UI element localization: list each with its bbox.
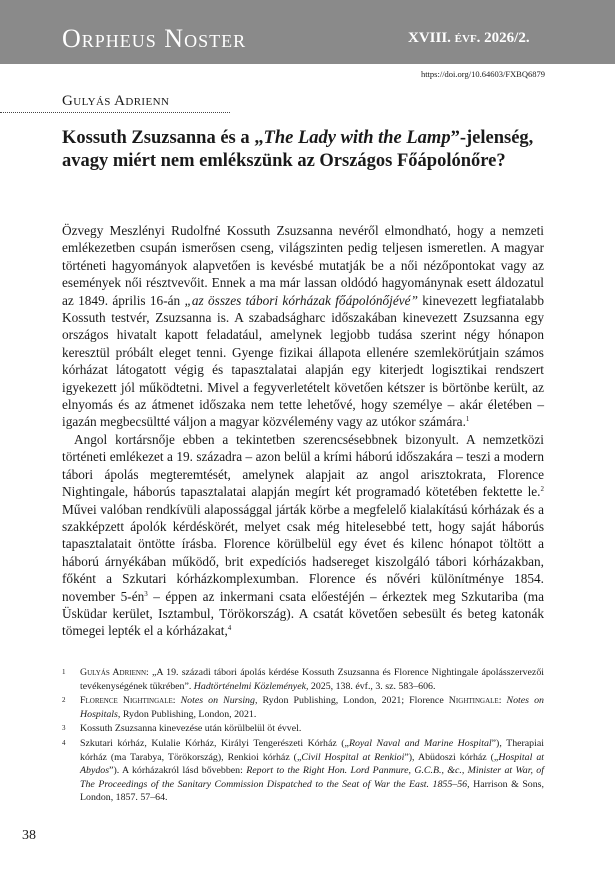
footnote-author: Florence Nightingale [80,695,173,707]
footnote-italic: Hospital at Abydos [80,751,544,777]
paragraph-1 [62,222,544,431]
journal-header [0,0,615,64]
journal-title: Orpheus Noster [62,24,247,53]
footnote-italic: Civil Hospital at Renkioi [301,751,405,763]
footnote-ref-3[interactable]: 3 [144,589,148,598]
issue-label: XVIII. évf. 2026/2. [408,30,530,46]
title-part-2: ”-jelenség, avagy miért nem emlékszünk az Országos Főápolónőre? [62,128,534,171]
footnote-2 [62,694,544,721]
paragraph-2-text-b: Művei valóban rendkívüli alapossággal járták körbe a megfelelő kialakítású kórházak és a szakképzett ápolók kérdéskörét, melyet csak még hitelesebbé tett, hogy saját háborús tapasztalatait öntötte írásba. Florence körülbelül egy évet és kilenc hónapot töltött a háború árnyékában működő, brit expedíciós hadsereget kiszolgáló tábori kórházakban, főként a Szkutari kórházkomplexumban. Florence és nővéri különítménye 1854. november 5-én [62,501,544,604]
footnote-text: : [172,695,181,707]
footnote-text: ”), Abüdoszi kórház („ [404,751,499,763]
title-italic: The Lady with the Lamp [263,128,451,148]
footnote-text: , Rydon Publishing, London, 2021; Florence [254,695,449,707]
footnotes [62,666,544,806]
author-name: Gulyás Adrienn [62,93,170,109]
footnote-text: Kossuth Zsuzsanna kinevezése után körülbelül öt évvel. [80,723,302,735]
footnote-text: : „A 19. századi tábori ápolás kérdése Kossuth Zsuzsanna és Florence Nightingale ápolásszervezői tevékenységének tükrében”. [80,667,544,692]
footnote-4 [62,737,544,805]
footnote-number: 4 [62,738,66,747]
author-divider [0,112,230,113]
paragraph-1-quote: „az összes tábori kórházak főápolónőjévé” [184,292,418,308]
footnote-ref-1[interactable]: 1 [465,415,470,424]
footnote-ref-2[interactable]: 2 [540,485,544,494]
paragraph-2 [62,431,544,640]
title-part-1: Kossuth Zsuzsanna és a „ [62,128,264,148]
article-title [62,127,562,173]
paragraph-2-text-a: Angol kortársnője ebben a tekintetben szerencsésebbnek bizonyult. A nemzetközi történeti emlékezet a 19. századra – azon belül a krími háború időszakára – teszi a modern tábori ápolás megteremtését, amelynek alapjait az angol arisztokrata, Florence Nightingale, háborús tapasztalatai alapján megírt két programadó kötetében fektette le. [62,431,544,500]
footnote-3 [62,722,544,736]
footnote-book-title: Notes on Hospitals [80,695,544,720]
footnote-text: ”), Therapiai kórház (ma Tarabya, Törökország), Renkioi kórház („ [80,737,544,763]
footnote-number: 1 [62,668,66,676]
footnote-text: : [498,695,507,707]
footnote-1 [62,666,544,693]
footnote-text: , Harrison & Sons, London, 1857. 57–64. [80,778,544,804]
article-body [62,222,544,640]
footnote-author: Nightingale [448,695,499,707]
footnote-author: Gulyás Adrienn [80,667,147,678]
footnote-italic: Report to the Right Hon. Lord Panmure, G.C.B., &c., Minister at War, of The Proceedings of the Sanitary Commission Dispatched to the Seat of War the East. 1855–56 [80,765,544,790]
doi-link[interactable]: https://doi.org/10.64603/FXBQ6879 [420,69,545,79]
footnote-book-title: Notes on Nursing [180,695,255,707]
paragraph-1-text-b: kinevezett legfiatalabb Kossuth testvér, Zsuzsanna is. A szabadságharc időszakában kinevezett Zsuzsanna egy országos hivatalt kapott feladatául, amelynek legjobb tudása szerint négy hónapon keresztül próbált eleget tenni. Gyenge fizikai állapota ellenére szemlekörútjain számos kórházat látogatott végig és tapasztalatai alapján egy kiterjedt logisztikai rendszert igyekezett jól működtetni. Mivel a fegyverletételt követően kétszer is börtönbe került, az elnyomás és az átmenet időszaka nem tette lehetővé, hogy személye – akár életében – igazán megbecsültté váljon a magyar közvélemény vagy az utókor számára. [62,292,544,430]
footnote-journal: Hadtörténelmi Közlemények [193,680,306,692]
page-number: 38 [22,828,36,843]
footnote-text: , Rydon Publishing, London, 2021. [117,708,257,720]
footnote-text: ”). A kórházakról lásd bővebben: [109,765,247,777]
footnote-text: , 2025, 138. évf., 3. sz. 583–606. [305,680,436,692]
paragraph-2-text-c: – éppen az inkermani csata előestéjén – érkeztek meg Szkutariba (ma Üsküdar kerület, Isztambul, Törökország). A csatát követően sebesült és beteg katonák tömegei lepték el a kórházakat, [62,588,544,639]
footnote-number: 2 [62,696,66,705]
footnote-text: Szkutari kórház, Kulalie Kórház, Királyi Tengerészeti Kórház („ [80,737,349,749]
paragraph-1-text-a: Özvegy Meszlényi Rudolfné Kossuth Zsuzsanna nevéről elmondható, hogy a nemzeti emlékezetben csupán ismerősen cseng, világszinten pedig teljesen ismeretlen. A magyar történeti hagyományok alapvetően is kevésbé mutatják be a női nézőpontokat vagy az események női résztvevőit. Ennek a ma már lassan oldódó hagyománynak esett áldozatul az 1849. április 16-án [62,223,544,308]
footnote-number: 3 [62,724,66,733]
footnote-italic: Royal Naval and Marine Hospital [348,737,492,749]
footnote-ref-4[interactable]: 4 [227,624,232,633]
